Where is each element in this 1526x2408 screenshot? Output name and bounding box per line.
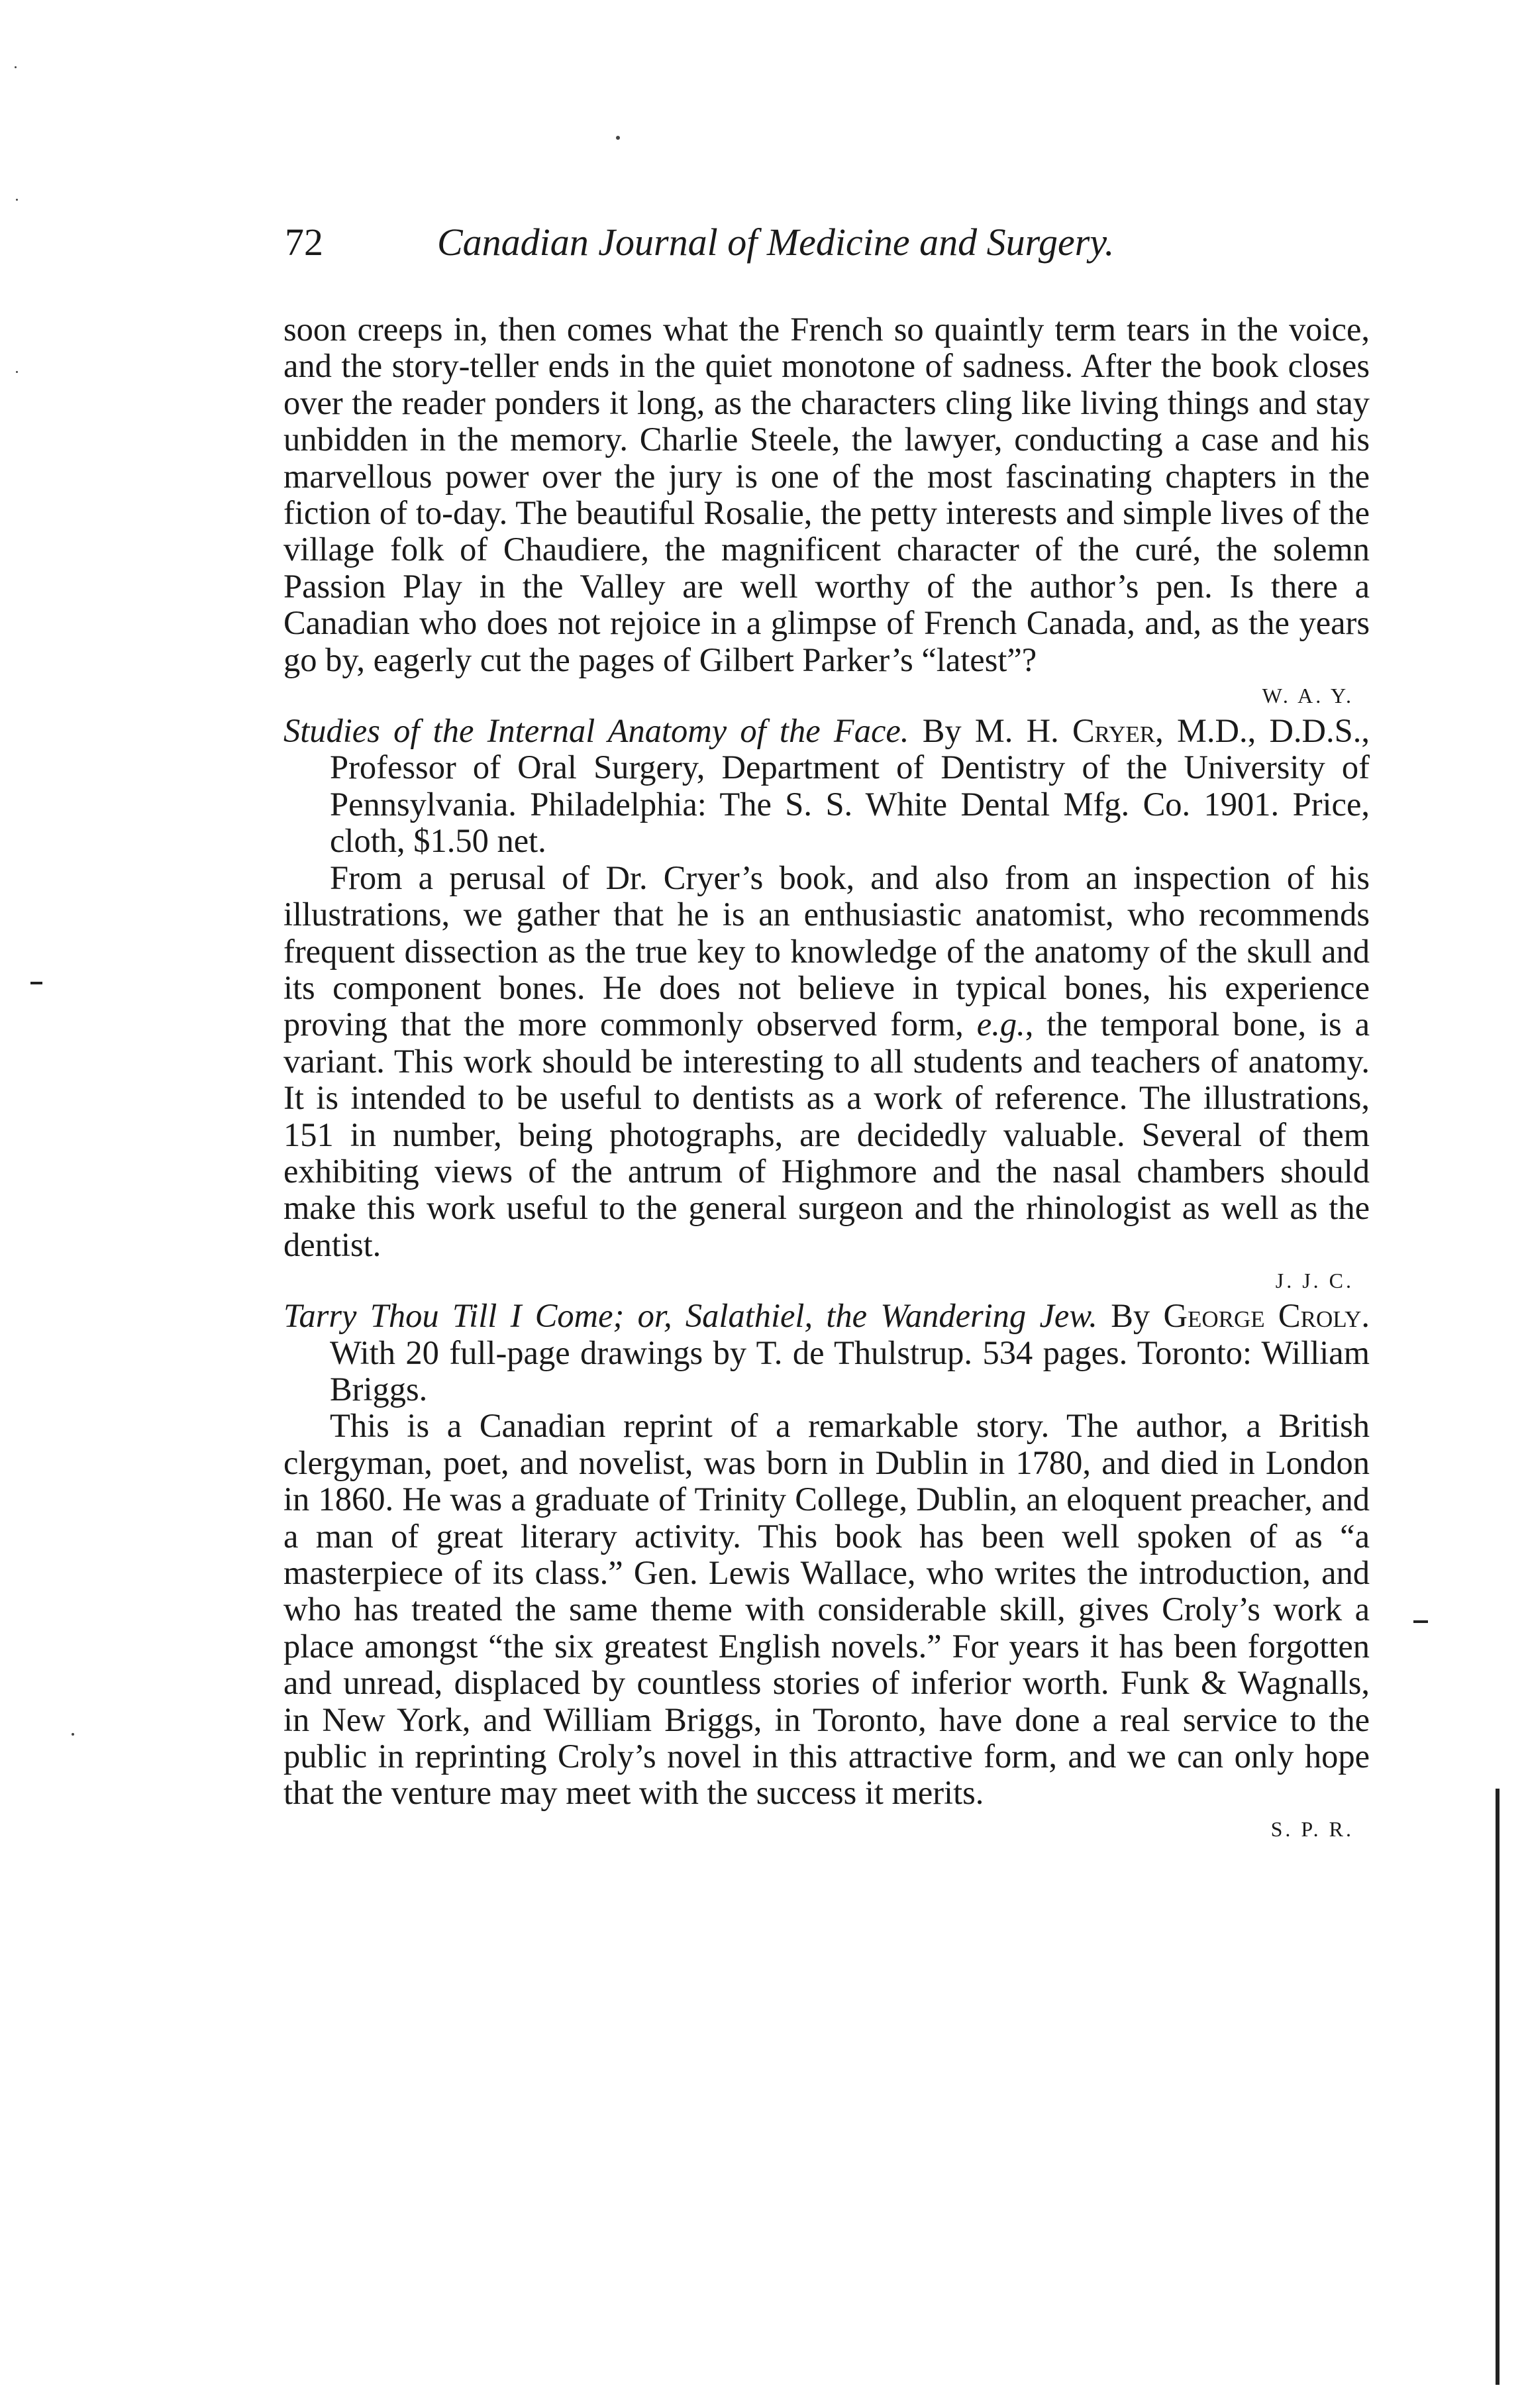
text-column [283,311,1370,1846]
scan-mark [1413,1620,1428,1623]
review-body-anatomy [283,860,1370,1263]
review-heading-tarry [283,1298,1370,1408]
scan-dot [16,371,18,373]
review-text-italic: e.g. [976,1006,1025,1043]
scan-dot [15,66,17,68]
review-heading-anatomy [283,713,1370,860]
journal-title: Canadian Journal of Medicine and Surgery. [437,221,1115,264]
book-author: George Croly. [1163,1297,1370,1335]
by-label: By [1111,1297,1150,1335]
scan-edge-line [1496,1789,1500,2385]
book-title: Studies of the Internal Anatomy of the Face. [283,712,909,750]
book-author: M. H. Cryer, [974,712,1164,750]
review-text: From a perusal of Dr. Cryer’s book, and also from an inspection of his illustrations, we gather that he is an enthusiastic anatomist, who recommends frequent dissection as the true key to knowledge of the anatomy of the skull and its component bones. He does not believe in typical bones, his experience proving that the more commonly observed form, [283,859,1370,1043]
book-title: Tarry Thou Till I Come; or, Salathiel, the Wandering Jew. [283,1297,1097,1335]
signature-way: W. A. Y. [1262,684,1354,708]
scan-dot [16,199,18,201]
scan-dot [616,136,620,140]
page-number: 72 [285,221,323,264]
scan-dot [72,1733,74,1736]
signature-spr: S. P. R. [1270,1816,1354,1841]
continued-paragraph: soon creeps in, then comes what the French so quaintly term tears in the voice, and the story-teller ends in the quiet monotone of sadness. After the book closes over the reader ponders it long, as the characters cling like living things and stay unbidden in the memory. Charlie Steele, the lawyer, conducting a case and his marvellous power over the jury is one of the most fascinating chapters in the fiction of to-day. The beautiful Rosalie, the petty interests and simple lives of the village folk of Chaudiere, the magnificent character of the curé, the solemn Passion Play in the Valley are well worthy of the author’s pen. Is there a Canadian who does not rejoice in a glimpse of French Canada, and, as the years go by, eagerly cut the pages of Gilbert Parker’s “latest”? [283,311,1370,678]
review-body-tarry: This is a Canadian reprint of a remarkable story. The author, a British clergyman, poet, and novelist, was born in Dublin in 1780, and died in London in 1860. He was a graduate of Trinity College, Dublin, an eloquent preacher, and a man of great literary activity. This book has been well spoken of as “a masterpiece of its class.” Gen. Lewis Wallace, who writes the introduction, and who has treated the same theme with considerable skill, gives Croly’s work a place amongst “the six greatest English novels.” For years it has been forgotten and unread, displaced by countless stories of inferior worth. Funk & Wagnalls, in New York, and William Briggs, in Toronto, have done a real service to the public in reprinting Croly’s novel in this attractive form, and we can only hope that the venture may meet with the success it merits. [283,1407,1370,1812]
signature-jjc: J. J. C. [1275,1269,1354,1293]
scan-mark [30,982,42,984]
by-label: By [922,712,962,750]
review-text: , the temporal bone, is a variant. This work should be interesting to all students and teachers of anatomy. It is intended to be useful to dentists as a work of reference. The illustrations, 151 in number, being photographs, are decidedly valuable. Several of them exhibiting views of the antrum of Highmore and the nasal chambers should make this work useful to the general surgeon and the rhinologist as well as the dentist. [283,1006,1370,1263]
book-details: M.D., D.D.S., Professor of Oral Surgery, Department of Dentistry of the University of Pennsylvania. Philadelphia: The S. S. White Dental Mfg. Co. 1901. Price, cloth, $1.50 net. [330,712,1370,860]
book-details: With 20 full-page drawings by T. de Thulstrup. 534 pages. Toronto: William Briggs. [330,1334,1370,1408]
